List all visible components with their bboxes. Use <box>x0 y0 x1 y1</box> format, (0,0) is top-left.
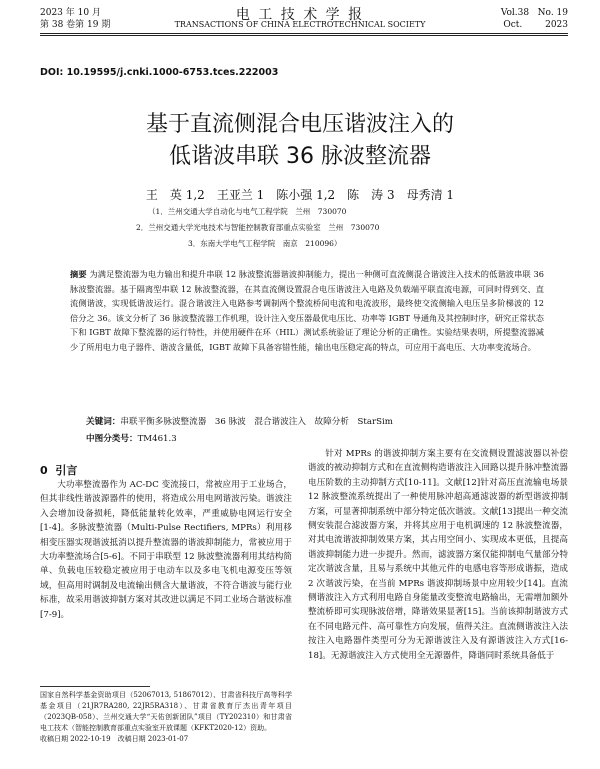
right-column <box>308 447 568 663</box>
affiliation-2: 2．兰州交通大学光电技术与智能控制教育部重点实验室 兰州 730070 <box>136 223 380 232</box>
keywords <box>86 415 556 429</box>
paper-title-line1: 基于直流侧混合电压谐波注入的 <box>145 112 454 137</box>
section-number: 0 <box>40 464 48 477</box>
abstract-text: 为满足整流器为电力输出和提升串联 12 脉波整流器谐波抑制能力，提出一种侧可直流侧混合谐波注入技术的低谐波串联 36 脉波整流器。基于隔离型串联 12 脉波整流器，在其直流侧设置混合电压谐波注入电路及负载端平联直流电源，可同时得到交、直流侧谐波，实现低谐波运行。混合谐波注入电路参考调制两个整流桥间电流和电流波形，最终使交流侧输入电压呈多阶梯波的 12 倍分之 36。该文分析了 36 脉波整流器工作机理，设计注入变压器最优电压比、功率等 IGBT 导通角及其控制时序，研究正常状态下和 IGBT 故障下整流器的运行特性，并使用硬件在环（HIL）测试系统验证了理论分析的正确性。实验结果表明，所提整流器减少了所用电力电子器件、谐波含量低，IGBT 故障下具备容错性能，输出电压稳定高的特点，可应用于高电压、大功率变流场合。 <box>70 269 544 352</box>
clc-text: TM461.3 <box>137 434 177 444</box>
right-paragraph: 针对 MPRs 的谐波抑制方案主要有在交流侧设置滤波器以补偿谐波的被动抑制方式和在直流侧构造谐波注入回路以提升脉冲整流器电压阶数的主动抑制方式[10-11]。文献[12]针对高压直流输电场景 12 脉波整流系统提出了一种使用脉冲超高通滤波器的新型谐波抑制方案，可显著抑制系统中部分特定低次谐波。文献[13]提出一种交流侧安装混合滤波器方案，并将其应用于电机调速的 12 脉波整流器，对其电流谐波抑制效果方案，其占用空间小、实现成本更低，且提高谐波抑制能力进一步提升。然而，滤波器方案仅能抑制电气量部分特定次谐波含量，且易与系统中其他元件的电感电容等形成谐振，造成 2 次谐波污染，在当前 MPRs 谐波抑制场景中应用较少[14]。直流侧谐波注入方式利用电路自身能量改变整流电路输出，无需增加额外整流桥即可实现脉波倍增，降谐效果显著[15]。当前该抑制谐波方式在不同电路元件、高可靠性方向发展，值得关注。直流侧谐波注入法按注入电路器件类型可分为无源谐波注入及有源谐波注入方式[16-18]。无源谐波注入方式使用全无源器件，降谐同时系统具备低于 <box>308 449 568 661</box>
doi: DOI: 10.19595/j.cnki.1000-6753.tces.222003 <box>40 67 279 78</box>
footnote <box>40 690 292 745</box>
left-paragraph: 大功率整流器作为 AC-DC 变流接口，常被应用于工业场合，但其非线性谐波源器件的使用，将造成公用电网谐波污染。谐波注入会增加设备损耗，降低能量转化效率，严重威胁电网运行安全[1-4]。多脉波整流器（Multi-Pulse Rectifiers, MPRs）利用移相变压器实现谐波抵消以提升整流器的谐波抑制能力，常被应用于大功率整流场合[5-6]。不同于串联型 12 脉波整流器利用其结构简单、负载电压较稳定被应用于电动车以及多电飞机电源变压等领域，但高用时调制及电流输出侧含大量谐波，不符合谐波与能行业标准，故采用谐波抑制方案对其改进以满足不同工业场合谐波标准[7-9]。 <box>40 480 292 620</box>
header-rule-double <box>40 35 568 36</box>
keywords-label: 关键词： <box>86 417 121 427</box>
affiliation-3: 3．东南大学电气工程学院 南京 210096） <box>188 239 342 248</box>
header-volume-cn: 第 38 卷第 19 期 <box>40 20 111 30</box>
clc-label: 中图分类号： <box>86 434 138 444</box>
section-title: 引言 <box>55 464 78 477</box>
footnote-rule <box>40 686 150 687</box>
left-column <box>40 478 292 622</box>
header-month-en: Oct. 2023 <box>503 20 568 30</box>
keywords-text: 串联平衡多脉波整流器 36 脉波 混合谐波注入 故障分析 StarSim <box>120 417 393 427</box>
journal-name-cn: 电 工 技 术 学 报 <box>235 7 365 23</box>
header-date: 2023 年 10 月 <box>40 8 101 18</box>
journal-name-en: TRANSACTIONS OF CHINA ELECTROTECHNICAL SOCIETY <box>174 20 426 29</box>
abstract <box>70 267 544 355</box>
affiliation-1: （1．兰州交通大学自动化与电气工程学院 兰州 730070 <box>148 207 347 216</box>
paper-title-line2: 低谐波串联 36 脉波整流器 <box>169 144 431 169</box>
header-volume-en: Vol.38 No. 19 <box>500 8 568 18</box>
section-heading <box>40 462 77 478</box>
footnote-funding: 国家自然科学基金资助项目（52067013, 51867012）、甘肃省科技厅高等科学基金项目（21JR7RA280, 22JR5RA318）、甘肃省教育厅杰出青年项目（2023QB-058）、兰州交通大学“天佑创新团队”项目（TY202310）和甘肃省电工技术（智能控制教育部重点实验室开放课题（KFKT2020-12）资助。 <box>40 691 292 732</box>
footnote-dates: 收稿日期 2022-10-19 改稿日期 2023-01-07 <box>40 735 189 743</box>
authors: 王 英 1,2 王亚兰 1 陈小强 1,2 陈 涛 3 母秀清 1 <box>145 188 455 202</box>
header-rule <box>40 33 568 34</box>
abstract-label: 摘要 <box>70 269 87 279</box>
clc-number <box>86 432 177 446</box>
